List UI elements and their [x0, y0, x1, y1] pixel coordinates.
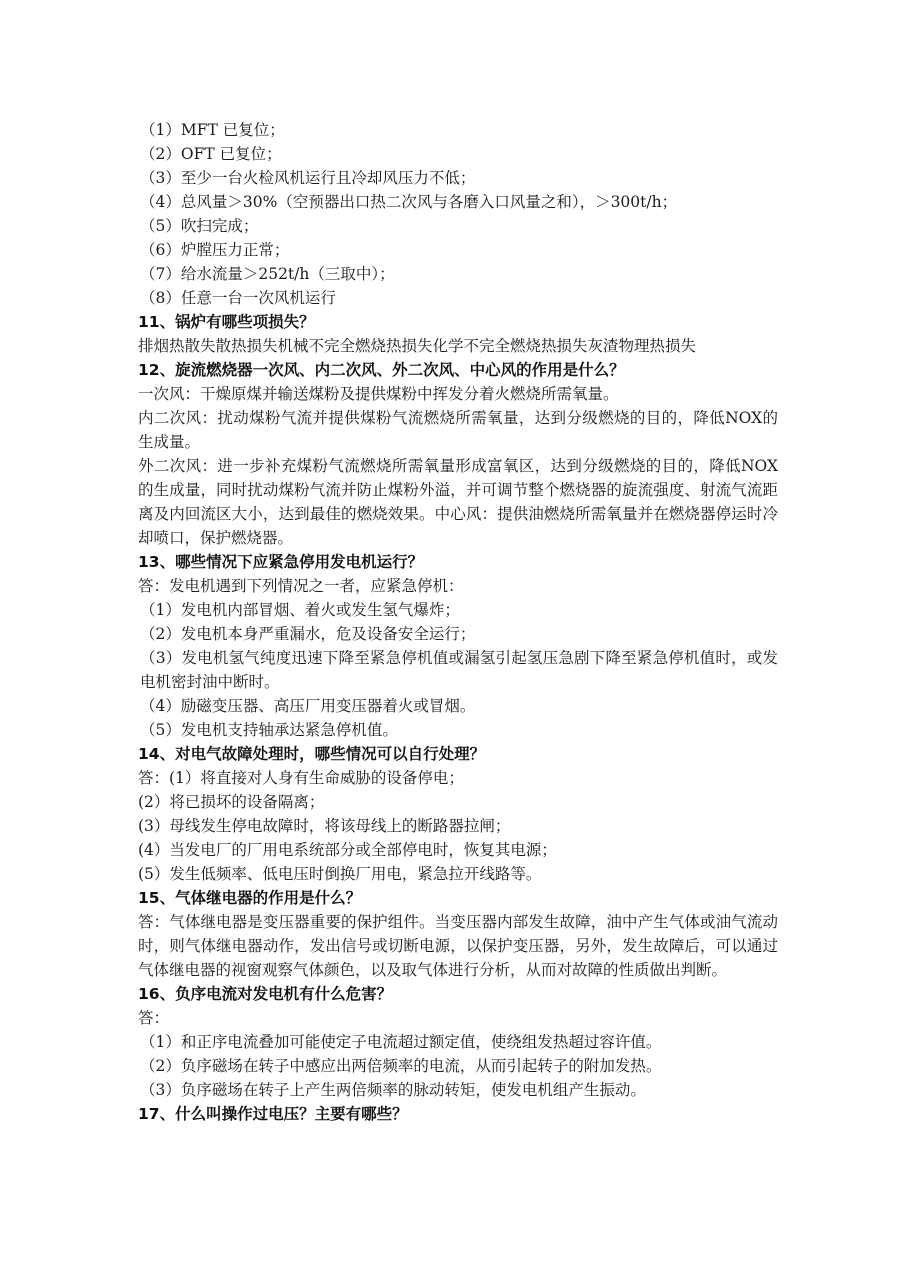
list-item: (2）将已损坏的设备隔离；: [138, 793, 325, 811]
list-item: （1）发电机内部冒烟、着火或发生氢气爆炸；: [140, 601, 460, 619]
list-item: (4）当发电厂的厂用电系统部分或全部停电时，恢复其电源；: [138, 841, 557, 859]
list-item: （1）和正序电流叠加可能使定子电流超过额定值，使绕组发热超过容许值。: [140, 1033, 662, 1051]
answer-text-11: 排烟热散失散热损失机械不完全燃烧热损失化学不完全燃烧热损失灰渣物理热损失: [138, 337, 697, 355]
question-heading-17: 17、什么叫操作过电压？主要有哪些？: [138, 1105, 408, 1123]
list-item: （5）发电机支持轴承达紧急停机值。: [140, 721, 398, 739]
question-heading-13: 13、哪些情况下应紧急停用发电机运行？: [138, 553, 424, 571]
answer-paragraph: 外二次风：进一步补充煤粉气流燃烧所需氧量形成富氧区，达到分级燃烧的目的，降低NOX的生成量，同时扰动煤粉气流并防止煤粉外溢，并可调节整个燃烧器的旋流强度、射流气流距离及内回流区大小，达到最佳的燃烧效果。中心风：提供油燃烧所需氧量并在燃烧器停运时冷却喷口，保护燃烧器。: [138, 457, 778, 547]
document-body: [138, 118, 778, 1126]
question-heading-16: 16、负序电流对发电机有什么危害？: [138, 985, 393, 1003]
list-item: （4）总风量＞30%（空预器出口热二次风与各磨入口风量之和），＞300t/h；: [140, 193, 678, 211]
answer-intro: 答：发电机遇到下列情况之一者，应紧急停机：: [138, 577, 464, 595]
list-item: （7）给水流量＞252t/h（三取中）；: [140, 265, 395, 283]
question-heading-12: 12、旋流燃烧器一次风、内二次风、外二次风、中心风的作用是什么？: [138, 361, 625, 379]
list-item: （6）炉膛压力正常；: [140, 241, 290, 259]
answer-paragraph: 一次风：干燥原煤并输送煤粉及提供煤粉中挥发分着火燃烧所需氧量。: [138, 385, 619, 403]
answer-paragraph: 答：气体继电器是变压器重要的保护组件。当变压器内部发生故障，油中产生气体或油气流动时，则气体继电器动作，发出信号或切断电源，以保护变压器，另外，发生故障后，可以通过气体继电器的视窗观察气体颜色，以及取气体进行分析，从而对故障的性质做出判断。: [138, 913, 778, 979]
list-item: （1）MFT 已复位；: [140, 121, 285, 139]
list-item: （2）负序磁场在转子中感应出两倍频率的电流，从而引起转子的附加发热。: [140, 1057, 662, 1075]
list-item: (5）发生低频率、低电压时倒换厂用电，紧急拉开线路等。: [138, 865, 542, 883]
list-item: （4）励磁变压器、高压厂用变压器着火或冒烟。: [140, 697, 476, 715]
list-item: （8）任意一台一次风机运行: [140, 289, 336, 307]
answer-paragraph: 内二次风：扰动煤粉气流并提供煤粉气流燃烧所需氧量，达到分级燃烧的目的，降低NOX的生成量。: [138, 409, 778, 451]
list-item: 答：(1）将直接对人身有生命威胁的设备停电；: [138, 769, 464, 787]
list-item: （3）发电机氢气纯度迅速下降至紧急停机值或漏氢引起氢压急剧下降至紧急停机值时，或发电机密封油中断时。: [140, 649, 778, 691]
list-item: （3）至少一台火检风机运行且冷却风压力不低；: [140, 169, 476, 187]
answer-intro: 答：: [138, 1009, 170, 1027]
list-item: （3）负序磁场在转子上产生两倍频率的脉动转矩，使发电机组产生振动。: [140, 1081, 646, 1099]
question-heading-11: 11、锅炉有哪些项损失？: [138, 313, 315, 331]
list-item: （2）OFT 已复位；: [140, 145, 282, 163]
list-item: （2）发电机本身严重漏水，危及设备安全运行；: [140, 625, 476, 643]
question-heading-14: 14、对电气故障处理时，哪些情况可以自行处理？: [138, 745, 486, 763]
list-item: （5）吹扫完成；: [140, 217, 259, 235]
list-item: (3）母线发生停电故障时，将该母线上的断路器拉闸；: [138, 817, 511, 835]
question-heading-15: 15、气体继电器的作用是什么？: [138, 889, 362, 907]
